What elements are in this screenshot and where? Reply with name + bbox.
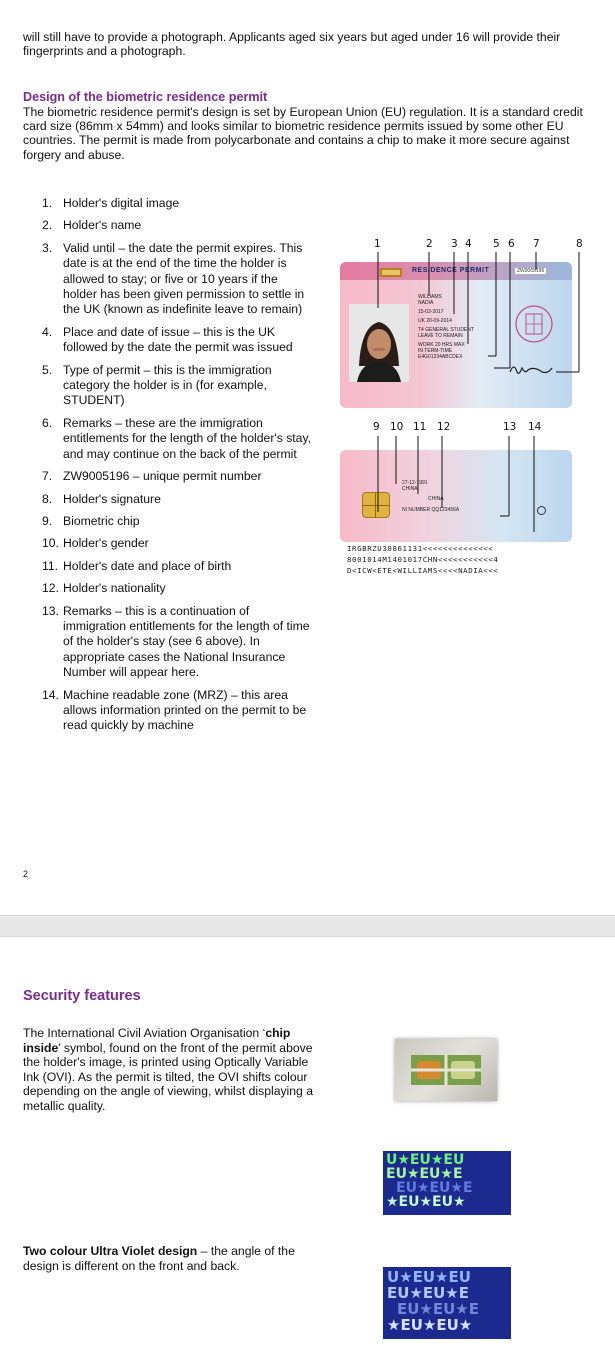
back-callout-lines bbox=[330, 432, 600, 532]
design-paragraph: The biometric residence permit's design is set by European Union (EU) regulation. It is a standard credit card size (86mm x 54mm) and looks similar to biometric residence permits issued by some other EU countries. The permit is made from polycarbonate and contains a chip to make it more secure against forgery and abuse. bbox=[23, 105, 583, 162]
card-back-fields: 27-12-1991 CHINA CHINA NI NUMBER QQ123456A bbox=[402, 480, 460, 513]
callout-2: 2 bbox=[426, 238, 433, 250]
list-item: 11. Holder's date and place of birth bbox=[42, 558, 232, 573]
callout-11: 11 bbox=[413, 421, 427, 433]
intro-paragraph: will still have to provide a photograph. Applicants aged six years but aged under 16 will provide their fingerprints and a photograph. bbox=[23, 30, 561, 59]
callout-1: 1 bbox=[374, 238, 381, 250]
list-item: 5. Type of permit – this is the immigration category the holder is in (for example, STUDENT) bbox=[42, 362, 272, 408]
uv-paragraph: Two colour Ultra Violet design – the angle of the design is different on the front and back. bbox=[23, 1244, 295, 1273]
card-title: RESIDENCE PERMIT bbox=[412, 267, 490, 274]
list-item: 8. Holder's signature bbox=[42, 491, 161, 506]
list-item: 14. Machine readable zone (MRZ) – this area allows information printed on the permit to be read quickly by machine bbox=[42, 687, 307, 733]
uv-design-front-image: U★EU★EU EU★EU★E EU★EU★E ★EU★EU★ bbox=[383, 1151, 511, 1215]
list-item: 10. Holder's gender bbox=[42, 536, 149, 551]
list-item: 9. Biometric chip bbox=[42, 513, 140, 528]
card-front-fields: WILLIAMS NADIA 15-03-2017 UK 20-09-2014 T4 GENERAL STUDENT LEAVE TO REMAIN WORK 20 HRS MAX IN TERM-TIME E4G01234ABCDEX bbox=[418, 294, 474, 360]
list-item: 3. Valid until – the date the permit expires. This date is at the end of the time the holder is allowed to stay; or five or 10 years if the holder has been given permission to settle in the UK (known as indefinite leave to remain) bbox=[42, 240, 305, 317]
mrz-line-3: D<ICW<ETE<WILLIAMS<<<<NADIA<<< bbox=[347, 566, 499, 575]
page-two bbox=[0, 937, 615, 1366]
list-item: 6. Remarks – these are the immigration entitlements for the length of the holder's stay, and may continue on the back of the permit bbox=[42, 415, 312, 461]
page-separator bbox=[0, 915, 615, 937]
list-item: 4. Place and date of issue – this is the UK followed by the date the permit was issued bbox=[42, 324, 293, 355]
callout-4: 4 bbox=[465, 238, 472, 250]
mrz-line-1: IRGBRZU30861131<<<<<<<<<<<<<< bbox=[347, 544, 494, 553]
callout-7: 7 bbox=[533, 238, 540, 250]
callout-14: 14 bbox=[528, 421, 542, 433]
callout-13: 13 bbox=[503, 421, 517, 433]
callout-10: 10 bbox=[390, 421, 404, 433]
list-item: 12. Holder's nationality bbox=[42, 581, 166, 596]
page-number: 2 bbox=[23, 869, 29, 879]
card-permit-number: ZW9005196 bbox=[517, 268, 545, 274]
list-item: 1. Holder's digital image bbox=[42, 196, 180, 210]
chip-inside-ovi-icon bbox=[395, 1039, 497, 1101]
callout-3: 3 bbox=[451, 238, 458, 250]
list-item: 7. ZW9005196 – unique permit number bbox=[42, 469, 262, 484]
callout-12: 12 bbox=[437, 421, 451, 433]
list-item: 2. Holder's name bbox=[42, 218, 142, 233]
ovi-paragraph: The International Civil Aviation Organisation ‘chip inside’ symbol, found on the front of the permit above the holder's image, is printed using Optically Variable Ink (OVI). As the permit is tilted, the OVI shifts colour depending on the angle of viewing, whilst displaying a metallic quality. bbox=[23, 1026, 313, 1113]
callout-8: 8 bbox=[576, 238, 583, 250]
design-heading: Design of the biometric residence permit bbox=[23, 90, 268, 104]
callout-9: 9 bbox=[373, 421, 380, 433]
list-item: 13. Remarks – this is a continuation of immigration entitlements for the length of time of the holder's stay (see 6 above). In appropriate cases the National Insurance Number will appear here. bbox=[42, 603, 310, 680]
security-heading: Security features bbox=[23, 988, 141, 1004]
front-callout-lines bbox=[330, 248, 600, 388]
ovi-symbol-image bbox=[395, 1039, 497, 1101]
callout-5: 5 bbox=[493, 238, 500, 250]
uv-design-back-image: U★EU★EU EU★EU★E EU★EU★E ★EU★EU★ bbox=[383, 1267, 511, 1339]
features-list bbox=[42, 196, 312, 741]
callout-6: 6 bbox=[508, 238, 515, 250]
mrz-line-2: 8001014M1401017CHN<<<<<<<<<<<4 bbox=[347, 555, 499, 564]
